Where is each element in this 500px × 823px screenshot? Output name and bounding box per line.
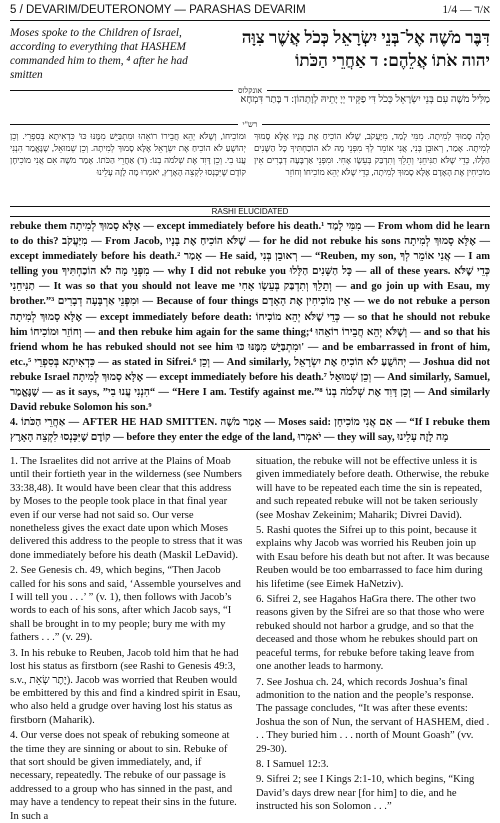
footnotes-left-column	[10, 455, 244, 822]
rashi-column-right: תָּלָה סָמוּךְ לְמִיתָה. מִמִּי לָמַד, מִיַּעֲקֹב, שֶׁלֹּא הוֹכִיחַ אֶת בָּנָיו אֶלָּא סָמוּךְ לְמִיתָה. אָמַר, רְאוּבֵן בְּנִי, אֲנִי אוֹמֵר לְךָ מִפְּנֵי מָה לֹא הוֹכַחְתִּיךָ כָּל הַשָּׁנִים הַלָּלוּ, כְּדֵי שֶׁלֹּא תַנִּיחֵנִי וְתֵלֵךְ וְתִדְבַּק בְּעֵשָׂו אָחִי. וּמִפְּנֵי אַרְבָּעָה דְבָרִים אֵין מוֹכִיחִין אֶת הָאָדָם אֶלָּא סָמוּךְ לְמִיתָה, כְּדֵי שֶׁלֹּא יְהֵא מוֹכִיחוֹ וְחוֹזֵר	[254, 131, 490, 177]
verse-hebrew: דִּבֶּר מֹשֶׁה אֶל־בְּנֵי יִשְׂרָאֵל כְּכֹל אֲשֶׁר צִוָּה יהוה אֹתוֹ אֲלֵהֶם: ד אַחֲרֵי הַכֹּתוֹ	[241, 28, 490, 70]
rashi-column-left: וּמוֹכִיחוֹ, וְשֶׁלֹּא יְהֵא חֲבֵירוֹ רוֹאֵהוּ וּמִתְבַּיֵּשׁ מִמֶּנּוּ כּוּ' כִּדְאִיתָא בְּסִפְרֵי. וְכֵן יְהוֹשֻׁעַ לֹא הוֹכִיחַ אֶת יִשְׂרָאֵל אֶלָּא סָמוּךְ לְמִיתָה. וְכֵן שְׁמוּאֵל, שֶׁנֶּאֱמַר הִנְנִי עֲנוּ בִי. וְכֵן דָּוִד אֶת שְׁלֹמֹה בְנוֹ: (ד) אַחֲרֵי הַכֹּתוֹ. אָמַר מֹשֶׁה אִם אֲנִי מוֹכִיחָן קוֹדֶם שֶׁיִּכָּנְסוּ לִקְצֵה הָאָרֶץ, יֹאמְרוּ מָה לָזֶה עָלֵינוּ	[10, 131, 246, 177]
footnote: 2. See Genesis ch. 49, which begins, “Then Jacob called for his sons and said, ‘Assemble yourselves and I will tell you . . .’ ” (v. 1), then follows with Jacob’s words to each of his sons, after which Jacob says, “I shall be brought in to my people; bury me with my fathers . . .” (v. 29).	[10, 565, 241, 644]
footnote: 1. The Israelites did not arrive at the Plains of Moab until their fortieth year in the wilderness (see Numbers 33:38,48). It would have been clear that this address by Moses to the people took place in that final year even if our verse had not said so. Our verse nonetheless gives the exact date upon which Moses delivered this address to the people to stress that it was done immediately before his death (Maskil LeDavid).	[10, 456, 243, 561]
footnote: 7. See Joshua ch. 24, which records Joshua’s final admonition to the nation and the people’s response. The passage concludes, “It was after these events: Joshua the son of Nun, the servant of HASHEM, died . . . They buried him . . . north of Mount Goash” (vv. 29-30).	[256, 676, 490, 755]
header-verse-ref: 1/4 — א/ד	[442, 4, 490, 16]
footnote: 4. Our verse does not speak of rebuking someone at the time they are sinning or about to sin. Rebuke of that sort should be given immediately, and, if necessary, repeatedly. The rebuke of our passage is addressed to a group who has sinned in the past, and may have a tendency to repeat their sins in the future. In such a	[10, 730, 237, 822]
onkelos-label: אונקלוס	[10, 90, 490, 100]
footnote: 5. Rashi quotes the Sifrei up to this point, because it explains why Jacob was worried his Reuben join up with Esau before his death but not after. It was because Reuben would be too embarrassed to face him during his lifetime (see Eimek HaNetziv).	[256, 525, 490, 590]
elucidated-paragraph: rebuke them אֶלָּא סָמוּךְ לְמִיתָה — except immediately before his death.¹ מִמִּי לָמַד — From whom did he learn to do this? מִיַּעֲקֹב — From Jacob, שֶׁלֹּא הוֹכִיחַ אֶת בָּנָיו — for he did not rebuke his sons אֶלָּא סָמוּךְ לְמִיתָה — except immediately before his death.² אָמַר — He said, רְאוּבֵן בְּנִי — “Reuben, my son, אֲנִי אוֹמֵר לְךָ — I am telling you מִפְּנֵי מָה לֹא הוֹכַחְתִּיךָ — why I did not rebuke you כָּל הַשָּׁנִים הַלָּלוּ — all of these years. כְּדֵי שֶׁלֹּא תַנִּיחֵנִי — It was so that you should not leave me וְתֵלֵךְ וְתִדְבַּק בְּעֵשָׂו אָחִי — and go join up with Esau, my brother.”³ וּמִפְּנֵי אַרְבָּעָה דְבָרִים — Because of four things אֵין מוֹכִיחִין אֶת הָאָדָם — we do not rebuke a person אֶלָּא סָמוּךְ לְמִיתָה — except immediately before death: כְּדֵי שֶׁלֹּא יְהֵא מוֹכִיחוֹ — so that he should not rebuke him וְחוֹזֵר וּמוֹכִיחוֹ — and then rebuke him again for the same thing;⁴ וְשֶׁלֹּא יְהֵא חֲבֵירוֹ רוֹאֵהוּ — and so that his friend whom he has rebuked should not see him וּמִתְבַּיֵּשׁ מִמֶּנּוּ כּוּ' — and be embarrassed in front of him, etc.,⁵ כִּדְאִיתָא בְּסִפְרֵי — as stated in Sifrei.⁶ וְכֵן — And similarly, יְהוֹשֻׁעַ לֹא הוֹכִיחַ אֶת יִשְׂרָאֵל — Joshua did not rebuke Israel אֶלָּא סָמוּךְ לְמִיתָה — except immediately before his death.⁷ וְכֵן שְׁמוּאֵל — And similarly, Samuel, שֶׁנֶּאֱמַר — as it says, ”הִנְנִי עֲנוּ בִי“ — “Here I am. Testify against me.”⁸ וְכֵן דָּוִד אֶת שְׁלֹמֹה בְנוֹ — And similarly David rebuke Solomon his son.⁹	[10, 221, 491, 414]
footnote: 3. In his rebuke to Reuben, Jacob told him that he had lost his status as firstborn (see Rashi to Genesis 49:3, s.v., יֶתֶר שְׂאֵת). Jacob was worried that Reuben would be embittered by this and find a kindred spirit in Esau, who also held a grudge over having lost his status as firstborn (Maharik).	[10, 647, 241, 726]
onkelos-text: מַלִּיל משֶׁה עִם בְּנֵי יִשְׂרָאֵל כְּכֹל דִּי פַקֵּיד יְיָ יָתֵיהּ לְוָתְהוֹן: ד בָּתַר דִּמְחָא	[240, 94, 490, 105]
notes-divider	[10, 449, 490, 450]
footnote: 6. Sifrei 2, see Hagahos HaGra there. The other two reasons given by the Sifrei are so that those who were rebuked should not harbor a grudge, and so that the deceased and those whom he rebukes should part on peaceful terms, for rebuke before taking leave from one another leads to harmony.	[256, 594, 485, 673]
verse-english: Moses spoke to the Children of Israel, according to everything that HASHEM commanded him to them, ⁴ after he had smitten	[10, 27, 188, 81]
verse-block	[10, 26, 490, 88]
rashi-label: רש"י	[10, 124, 490, 134]
rashi-elucidated	[10, 219, 490, 445]
footnotes	[10, 455, 490, 822]
footnotes-right-column	[256, 455, 490, 813]
page-header	[10, 4, 490, 21]
elucidated-paragraph-4: 4. אַחֲרֵי הַכֹּתוֹ — AFTER HE HAD SMITTEN. אָמַר מֹשֶׁה — Moses said: אִם אֲנִי מוֹכִיחָן — “If I rebuke them קוֹדֶם שֶׁיִּכָּנְסוּ לִקְצֵה הָאָרֶץ — before they enter the edge of the land, יֹאמְרוּ — they will say, מָה לָזֶה עָלֵינוּ	[10, 417, 490, 444]
header-title: 5 / DEVARIM/DEUTERONOMY — PARASHAS DEVARIM	[10, 4, 306, 16]
rashi-text	[10, 130, 490, 203]
rashi-elucidated-label: RASHI ELUCIDATED	[10, 206, 490, 217]
footnote: situation, the rebuke will not be effective unless it is given immediately before death. Otherwise, the rebuke will have to be repeated each time the sin is repeated, and such repeated rebuke will not be taken seriously (see Moshav Zekeinim; Maharik; Divrei David).	[256, 456, 489, 521]
footnote: 9. Sifrei 2; see I Kings 2:1-10, which begins, “King David’s days drew near [for him] to die, and he instructed his son Solomon . . .”	[256, 774, 475, 813]
footnote: 8. I Samuel 12:3.	[256, 758, 329, 770]
